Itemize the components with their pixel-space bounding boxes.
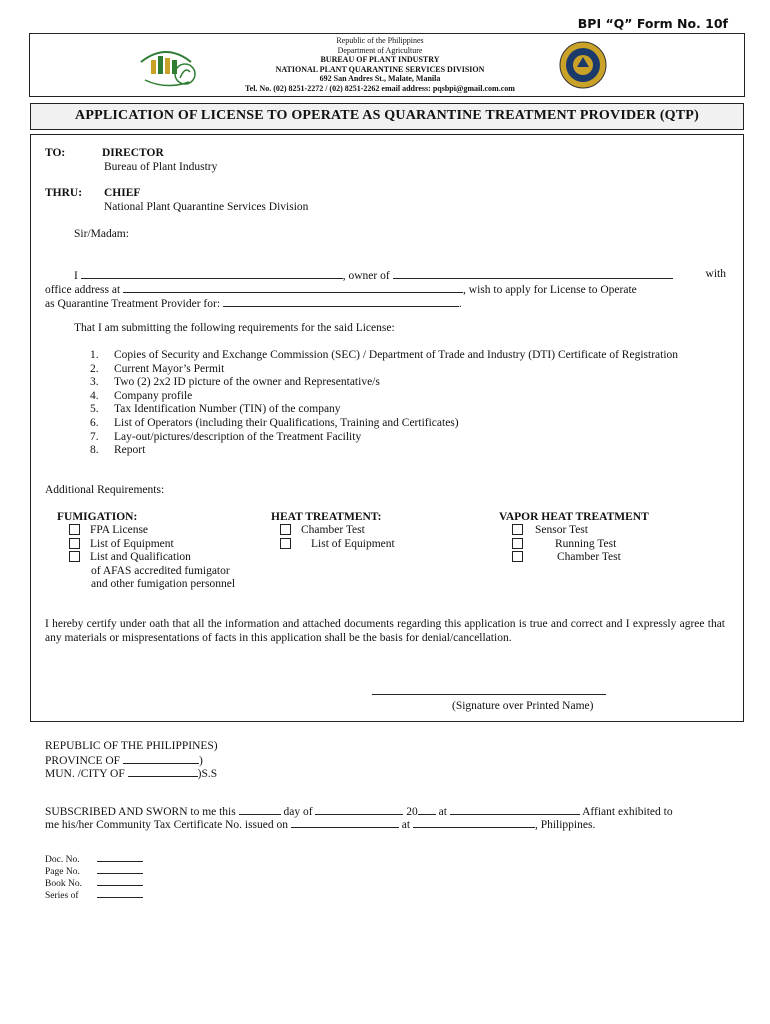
letterhead-line2: Department of Agriculture bbox=[337, 45, 423, 55]
fumigator-qualification-checkbox[interactable] bbox=[69, 551, 80, 562]
requirements-list bbox=[90, 349, 730, 458]
list-item: 3. Two (2) 2x2 ID picture of the owner and Representative/s bbox=[90, 376, 380, 389]
certification-text: I hereby certify under oath that all the information and attached documents regarding this application is true and correct and I expressly agree that any materials or mispresentations of facts in this application shall be the basis for denial/cancellation. bbox=[45, 618, 725, 644]
ctc-date-field[interactable] bbox=[291, 817, 399, 828]
to-label: TO: bbox=[45, 147, 66, 159]
fumigation-item: FPA License bbox=[69, 524, 148, 538]
signature-label: (Signature over Printed Name) bbox=[452, 700, 594, 712]
ctc-place-field[interactable] bbox=[413, 817, 535, 828]
notarial-page: Page No. bbox=[45, 865, 143, 878]
heat-chamber-test-checkbox[interactable] bbox=[280, 524, 291, 535]
place-field[interactable] bbox=[450, 804, 580, 815]
sensor-test-checkbox[interactable] bbox=[512, 524, 523, 535]
fumigation-item: List and Qualification bbox=[69, 551, 191, 565]
notarial-doc: Doc. No. bbox=[45, 853, 143, 866]
heat-item: Chamber Test bbox=[280, 524, 365, 538]
letterhead-line4: NATIONAL PLANT QUARANTINE SERVICES DIVISION bbox=[275, 64, 485, 74]
fumigation-item-cont2: and other fumigation personnel bbox=[91, 578, 236, 590]
vapor-item: Chamber Test bbox=[512, 551, 621, 565]
list-item: 5. Tax Identification Number (TIN) of the company bbox=[90, 403, 341, 416]
letterhead-line5: 692 San Andres St., Malate, Manila bbox=[319, 74, 441, 84]
series-field[interactable] bbox=[97, 889, 143, 898]
page-no-field[interactable] bbox=[97, 865, 143, 874]
heat-treatment-heading: HEAT TREATMENT: bbox=[271, 511, 382, 523]
notarial-book: Book No. bbox=[45, 877, 143, 890]
vapor-chamber-test-checkbox[interactable] bbox=[512, 551, 523, 562]
vapor-item: Running Test bbox=[512, 538, 616, 552]
form-number: BPI “Q” Form No. 10f bbox=[577, 16, 728, 31]
vapor-item: Sensor Test bbox=[512, 524, 588, 538]
running-test-checkbox[interactable] bbox=[512, 538, 523, 549]
list-item: 6. List of Operators (including their Qualifications, Training and Certificates) bbox=[90, 416, 459, 429]
day-field[interactable] bbox=[239, 804, 281, 815]
letterhead-line1: Republic of the Philippines bbox=[336, 36, 424, 45]
fumigation-item: List of Equipment bbox=[69, 538, 174, 552]
letterhead-line6: Tel. No. (02) 8251-2272 / (02) 8251-2262 email address: pqsbpi@gmail.com.com bbox=[245, 83, 515, 93]
i-text: I bbox=[74, 270, 78, 282]
fumigation-item-cont1: of AFAS accredited fumigator bbox=[91, 565, 230, 577]
period-text: . bbox=[458, 298, 462, 310]
form-title: APPLICATION OF LICENSE TO OPERATE AS QUARANTINE TREATMENT PROVIDER (QTP) bbox=[75, 108, 699, 123]
list-item: 4. Company profile bbox=[90, 389, 193, 402]
vapor-heat-heading: VAPOR HEAT TREATMENT bbox=[499, 511, 649, 523]
company-name-field[interactable] bbox=[393, 268, 673, 279]
list-item: 7. Lay-out/pictures/description of the Treatment Facility bbox=[90, 430, 362, 443]
applicant-name-field[interactable] bbox=[81, 268, 343, 279]
jurat-province: PROVINCE OF ) bbox=[45, 755, 203, 767]
book-no-field[interactable] bbox=[97, 877, 143, 886]
letterhead bbox=[200, 36, 560, 94]
jurat-republic: REPUBLIC OF THE PHILIPPINES) bbox=[45, 740, 218, 752]
department-seal-icon bbox=[558, 40, 608, 90]
jurat-subscribed-line: SUBSCRIBED AND SWORN to me this day of 20 at Affiant exhibited to bbox=[45, 806, 673, 818]
title-box bbox=[30, 103, 744, 130]
qtp-for-text: as Quarantine Treatment Provider for: bbox=[45, 298, 221, 310]
list-item: 2. Current Mayor’s Permit bbox=[90, 362, 225, 375]
fumigation-heading: FUMIGATION: bbox=[57, 511, 138, 523]
owner-of-text: , owner of bbox=[342, 270, 390, 282]
office-address-text: office address at bbox=[45, 284, 121, 296]
province-field[interactable] bbox=[123, 753, 199, 764]
list-item: 1. Copies of Security and Exchange Commission (SEC) / Department of Trade and Industry (DTI) Certificate of Registration bbox=[90, 349, 679, 361]
signature-line[interactable] bbox=[372, 694, 606, 695]
with-text: with bbox=[705, 268, 726, 280]
treatment-type-field[interactable] bbox=[223, 296, 459, 307]
thru-name: CHIEF bbox=[104, 187, 141, 199]
to-office: Bureau of Plant Industry bbox=[104, 161, 218, 173]
thru-label: THRU: bbox=[45, 187, 83, 199]
letterhead-line3: BUREAU OF PLANT INDUSTRY bbox=[320, 55, 440, 65]
heat-equipment-checkbox[interactable] bbox=[280, 538, 291, 549]
thru-office: National Plant Quarantine Services Division bbox=[104, 201, 309, 213]
office-address-field[interactable] bbox=[123, 282, 463, 293]
additional-requirements-label: Additional Requirements: bbox=[45, 484, 165, 496]
notarial-series: Series of bbox=[45, 889, 143, 902]
city-field[interactable] bbox=[128, 766, 198, 777]
to-name: DIRECTOR bbox=[102, 147, 164, 159]
application-line3 bbox=[45, 296, 462, 312]
fumigation-equipment-checkbox[interactable] bbox=[69, 538, 80, 549]
list-item: 8. Report bbox=[90, 444, 146, 457]
requirements-intro: That I am submitting the following requirements for the said License: bbox=[74, 322, 395, 334]
jurat-mun-city: MUN. /CITY OF )S.S bbox=[45, 768, 218, 780]
doc-no-field[interactable] bbox=[97, 853, 143, 862]
wish-text: , wish to apply for License to Operate bbox=[463, 284, 637, 296]
year-field[interactable] bbox=[418, 804, 436, 815]
bpi-logo-icon bbox=[133, 40, 199, 90]
month-field[interactable] bbox=[315, 804, 403, 815]
jurat-ctc-line: me his/her Community Tax Certificate No. issued on at , Philippines. bbox=[45, 819, 596, 831]
fpa-license-checkbox[interactable] bbox=[69, 524, 80, 535]
salutation: Sir/Madam: bbox=[74, 228, 129, 240]
heat-item: List of Equipment bbox=[280, 538, 395, 552]
